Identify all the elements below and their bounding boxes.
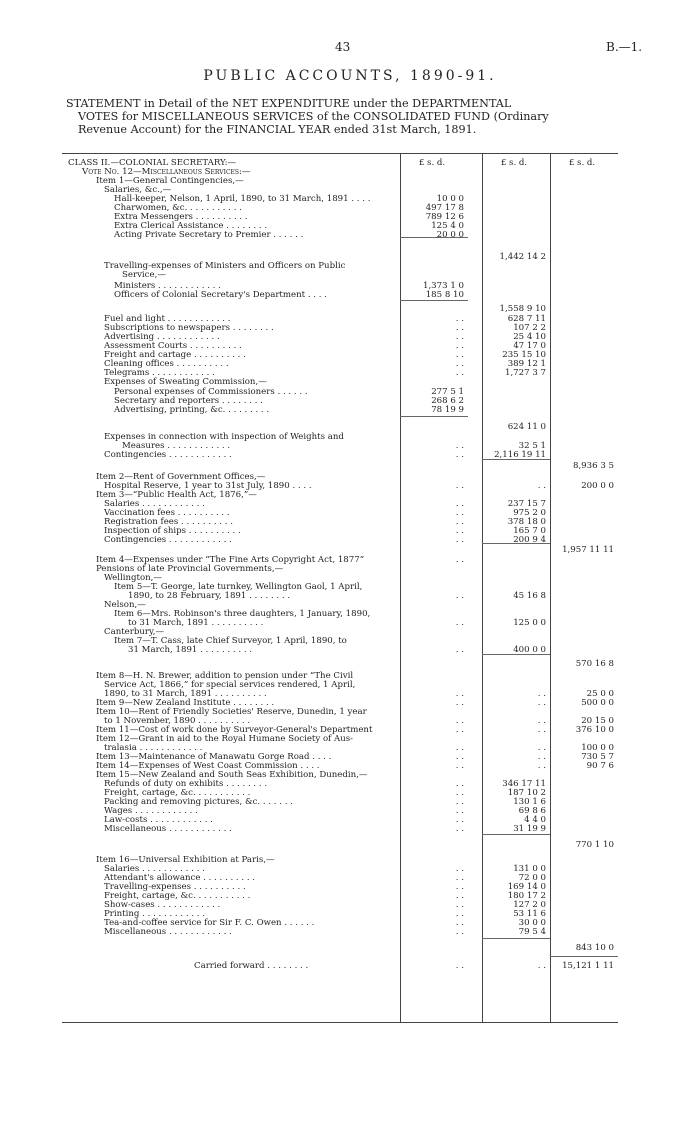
amount-c1: . .	[455, 591, 464, 601]
amount-c2: 200 9 4	[513, 535, 546, 545]
row-label: Ministers . . . . . . . . . . . .	[114, 281, 221, 291]
total-rule	[550, 956, 618, 957]
row-label: Acting Private Secretary to Premier . . . . . .	[114, 230, 304, 240]
row-label: 31 March, 1891 . . . . . . . . . .	[128, 645, 253, 655]
amount-c3: 100 0 0	[581, 743, 614, 753]
row-label: Item 9—New Zealand Institute . . . . . . . .	[96, 698, 275, 708]
amount-c1: . .	[455, 815, 464, 825]
row-label: Inspection of ships . . . . . . . . . .	[104, 526, 241, 536]
amount-c2: 975 2 0	[513, 508, 546, 518]
row-label: Registration fees . . . . . . . . . .	[104, 517, 233, 527]
row-label: CLASS II.—COLONIAL SECRETARY:—	[68, 158, 237, 168]
amount-c2: . .	[537, 481, 546, 491]
amount-c1: . .	[455, 882, 464, 892]
expenditure-table	[62, 153, 618, 1023]
amount-c1: . .	[455, 716, 464, 726]
page-title: PUBLIC ACCOUNTS, 1890-91.	[203, 68, 497, 84]
amount-c1: . .	[455, 961, 464, 971]
amount-c1: . .	[455, 441, 464, 451]
amount-c1: . .	[455, 743, 464, 753]
amount-c2: 4 4 0	[524, 815, 546, 825]
amount-c1: 268 6 2	[431, 396, 464, 406]
amount-c1: . .	[455, 499, 464, 509]
row-label: Hall-keeper, Nelson, 1 April, 1890, to 31 March, 1891 . . . .	[114, 194, 371, 204]
row-label: Law-costs . . . . . . . . . . . .	[104, 815, 213, 825]
amount-c1: . .	[455, 517, 464, 527]
row-label: Cleaning offices . . . . . . . . . .	[104, 359, 229, 369]
amount-c2: 25 4 10	[513, 332, 546, 342]
row-label: Item 7—T. Cass, late Chief Surveyor, 1 April, 1890, to	[114, 636, 347, 646]
amount-c1: . .	[455, 864, 464, 874]
amount-c2: 1,558 9 10	[499, 304, 546, 314]
page-reference: B.—1.	[606, 40, 643, 54]
row-label: Expenses of Sweating Commission,—	[104, 377, 267, 387]
row-label: Wages . . . . . . . . . . . .	[104, 806, 198, 816]
subtotal-rule	[400, 416, 468, 417]
statement-heading	[66, 97, 646, 136]
row-label: Wellington,—	[104, 573, 162, 583]
row-label: Travelling-expenses . . . . . . . . . .	[104, 882, 246, 892]
row-label: Salaries . . . . . . . . . . . .	[104, 499, 205, 509]
amount-c1: . .	[455, 368, 464, 378]
amount-c2: 237 15 7	[507, 499, 546, 509]
row-label: Service Act, 1866,” for special services rendered, 1 April,	[104, 680, 356, 690]
row-label: Contingencies . . . . . . . . . . . .	[104, 450, 232, 460]
row-label: Item 5—T. George, late turnkey, Wellington Gaol, 1 April,	[114, 582, 363, 592]
amount-c2: . .	[537, 698, 546, 708]
amount-c2: 127 2 0	[513, 900, 546, 910]
row-label: Contingencies . . . . . . . . . . . .	[104, 535, 232, 545]
statement-line-3: Revenue Account) for the FINANCIAL YEAR ended 31st March, 1891.	[78, 123, 477, 136]
row-label: Hospital Reserve, 1 year to 31st July, 1890 . . . .	[104, 481, 312, 491]
row-label: Advertising, printing, &c. . . . . . . . .	[114, 405, 270, 415]
amount-c2: 400 0 0	[513, 645, 546, 655]
row-label: Measures . . . . . . . . . . . .	[122, 441, 231, 451]
page-number: 43	[335, 40, 351, 54]
row-label: Pensions of late Provincial Governments,—	[96, 564, 284, 574]
row-label: Service,—	[122, 270, 166, 280]
row-label: Fuel and light . . . . . . . . . . . .	[104, 314, 231, 324]
row-label: Subscriptions to newspapers . . . . . . . .	[104, 323, 274, 333]
amount-c3: 500 0 0	[581, 698, 614, 708]
row-label: Personal expenses of Commissioners . . . . . .	[114, 387, 308, 397]
subtotal-rule	[482, 834, 550, 835]
row-label: Item 15—New Zealand and South Seas Exhibition, Dunedin,—	[96, 770, 368, 780]
amount-c3: 20 15 0	[581, 716, 614, 726]
amount-c2: 1,727 3 7	[504, 368, 546, 378]
amount-c2: 165 7 0	[513, 526, 546, 536]
column-header-1: £ s. d.	[418, 158, 446, 168]
row-label: Assessment Courts . . . . . . . . . .	[104, 341, 242, 351]
row-label: Carried forward . . . . . . . .	[194, 961, 309, 971]
amount-c2: 187 10 2	[507, 788, 546, 798]
amount-c2: 107 2 2	[513, 323, 546, 333]
row-label: Packing and removing pictures, &c. . . . . . .	[104, 797, 293, 807]
row-label: Item 11—Cost of work done by Surveyor-General's Department	[96, 725, 373, 735]
row-label: Extra Messengers . . . . . . . . . .	[114, 212, 248, 222]
amount-c2: 79 5 4	[518, 927, 546, 937]
amount-c1: . .	[455, 788, 464, 798]
amount-c1: . .	[455, 824, 464, 834]
row-label: Freight and cartage . . . . . . . . . .	[104, 350, 246, 360]
row-label: Secretary and reporters . . . . . . . .	[114, 396, 263, 406]
row-label: Miscellaneous . . . . . . . . . . . .	[104, 927, 232, 937]
row-label: 1890, to 31 March, 1891 . . . . . . . . . .	[104, 689, 267, 699]
row-label: Canterbury,—	[104, 627, 165, 637]
amount-c2: . .	[537, 961, 546, 971]
amount-c1: . .	[455, 526, 464, 536]
amount-c1: . .	[455, 891, 464, 901]
row-label: Item 1—General Contingencies,—	[96, 176, 244, 186]
statement-line-1: STATEMENT in Detail of the NET EXPENDITURE under the DEPARTMENTAL	[66, 97, 512, 110]
row-label: Item 2—Rent of Government Offices,—	[96, 472, 266, 482]
amount-c2: 47 17 0	[513, 341, 546, 351]
amount-c3: 770 1 10	[575, 840, 614, 850]
amount-c1: . .	[455, 508, 464, 518]
amount-c1: . .	[455, 332, 464, 342]
amount-c1: . .	[455, 725, 464, 735]
row-label: tralasia . . . . . . . . . . . .	[104, 743, 203, 753]
amount-c1: . .	[455, 779, 464, 789]
row-label: Printing . . . . . . . . . . . .	[104, 909, 205, 919]
amount-c1: . .	[455, 752, 464, 762]
amount-c1: . .	[455, 806, 464, 816]
amount-c3: 1,957 11 11	[562, 545, 614, 555]
row-label: Extra Clerical Assistance . . . . . . . .	[114, 221, 268, 231]
amount-c1: . .	[455, 618, 464, 628]
row-label: Item 13—Maintenance of Manawatu Gorge Road . . . .	[96, 752, 332, 762]
amount-c1: . .	[455, 900, 464, 910]
column-header-3: £ s. d.	[568, 158, 596, 168]
amount-c3: 730 5 7	[581, 752, 614, 762]
amount-c2: . .	[537, 761, 546, 771]
row-label: Attendant's allowance . . . . . . . . . .	[104, 873, 256, 883]
amount-c1: . .	[455, 323, 464, 333]
row-label: Advertising . . . . . . . . . . . .	[104, 332, 220, 342]
amount-c1: 1,373 1 0	[422, 281, 464, 291]
row-label: Item 10—Rent of Friendly Societies' Reserve, Dunedin, 1 year	[96, 707, 367, 717]
amount-c1: 497 17 8	[425, 203, 464, 213]
amount-c1: . .	[455, 873, 464, 883]
amount-c1: 125 4 0	[431, 221, 464, 231]
row-label: Officers of Colonial Secretary's Department . . . .	[114, 290, 327, 300]
row-label: Expenses in connection with inspection of Weights and	[104, 432, 344, 442]
amount-c1: 277 5 1	[431, 387, 464, 397]
subtotal-rule	[482, 938, 550, 939]
amount-c3: 90 7 6	[586, 761, 614, 771]
amount-c1: . .	[455, 359, 464, 369]
row-label: Show-cases . . . . . . . . . . . .	[104, 900, 221, 910]
amount-c1: . .	[455, 645, 464, 655]
amount-c1: . .	[455, 350, 464, 360]
amount-c2: . .	[537, 752, 546, 762]
row-label: to 31 March, 1891 . . . . . . . . . .	[128, 618, 264, 628]
row-label: Item 8—H. N. Brewer, addition to pension under “The Civil	[96, 671, 354, 681]
amount-c2: 389 12 1	[507, 359, 546, 369]
amount-c2: 131 0 0	[513, 864, 546, 874]
row-label: to 1 November, 1890 . . . . . . . . . .	[104, 716, 251, 726]
statement-line-2: VOTES for MISCELLANEOUS SERVICES of the CONSOLIDATED FUND (Ordinary	[78, 110, 549, 123]
amount-c1: . .	[455, 481, 464, 491]
row-label: Item 14—Expenses of West Coast Commission . . . .	[96, 761, 320, 771]
amount-c1: . .	[455, 797, 464, 807]
row-label: Tea-and-coffee service for Sir F. C. Owen . . . . . .	[104, 918, 315, 928]
amount-c2: 378 18 0	[507, 517, 546, 527]
row-label: Salaries, &c.,—	[104, 185, 172, 195]
row-label: Item 6—Mrs. Robinson's three daughters, 1 January, 1890,	[114, 609, 371, 619]
column-header-2: £ s. d.	[500, 158, 528, 168]
amount-c2: 235 15 10	[502, 350, 546, 360]
row-label: Refunds of duty on exhibits . . . . . . . .	[104, 779, 268, 789]
row-label: Salaries . . . . . . . . . . . .	[104, 864, 205, 874]
amount-c2: 2,116 19 11	[494, 450, 546, 460]
amount-c2: 628 7 11	[507, 314, 546, 324]
subtotal-rule	[400, 300, 468, 301]
amount-c1: 20 0 0	[436, 230, 464, 240]
amount-c2: 31 19 9	[513, 824, 546, 834]
amount-c2: 45 16 8	[513, 591, 546, 601]
amount-c1: 789 12 6	[425, 212, 464, 222]
row-label: Telegrams . . . . . . . . . . . .	[104, 368, 215, 378]
row-label: Freight, cartage, &c. . . . . . . . . . .	[104, 891, 251, 901]
row-label: 1890, to 28 February, 1891 . . . . . . . .	[128, 591, 291, 601]
amount-c2: 53 11 6	[513, 909, 546, 919]
amount-c2: 130 1 6	[513, 797, 546, 807]
amount-c2: 346 17 11	[502, 779, 546, 789]
amount-c3: 843 10 0	[575, 943, 614, 953]
amount-c3: 25 0 0	[586, 689, 614, 699]
amount-c1: . .	[455, 314, 464, 324]
row-label: Travelling-expenses of Ministers and Officers on Public	[104, 261, 346, 271]
amount-c1: . .	[455, 535, 464, 545]
amount-c2: 69 8 6	[518, 806, 546, 816]
row-label: Nelson,—	[104, 600, 146, 610]
row-label: Item 12—Grant in aid to the Royal Humane Society of Aus-	[96, 734, 354, 744]
amount-c1: 185 8 10	[425, 290, 464, 300]
amount-c2: 624 11 0	[507, 422, 546, 432]
amount-c1: . .	[455, 698, 464, 708]
amount-c1: . .	[455, 918, 464, 928]
amount-c1: . .	[455, 689, 464, 699]
amount-c2: 125 0 0	[513, 618, 546, 628]
amount-c2: 180 17 2	[507, 891, 546, 901]
amount-c2: 30 0 0	[518, 918, 546, 928]
amount-c3: 15,121 1 11	[562, 961, 614, 971]
row-label: Item 16—Universal Exhibition at Paris,—	[96, 855, 275, 865]
amount-c2: . .	[537, 689, 546, 699]
row-label: Item 4—Expenses under “The Fine Arts Copyright Act, 1877”	[96, 555, 365, 565]
amount-c1: . .	[455, 909, 464, 919]
amount-c1: 78 19 9	[431, 405, 464, 415]
amount-c2: 169 14 0	[507, 882, 546, 892]
amount-c2: 72 0 0	[518, 873, 546, 883]
row-label: Miscellaneous . . . . . . . . . . . .	[104, 824, 232, 834]
amount-c2: . .	[537, 743, 546, 753]
row-label: Charwomen, &c. . . . . . . . . . .	[114, 203, 242, 213]
row-label: Vaccination fees . . . . . . . . . .	[104, 508, 230, 518]
column-divider	[550, 154, 551, 1022]
amount-c1: 10 0 0	[436, 194, 464, 204]
row-label: Item 3—“Public Health Act, 1876,”—	[96, 490, 257, 500]
amount-c1: . .	[455, 450, 464, 460]
amount-c2: 32 5 1	[518, 441, 546, 451]
amount-c3: 570 16 8	[575, 659, 614, 669]
amount-c2: 1,442 14 2	[499, 252, 546, 262]
amount-c2: . .	[537, 716, 546, 726]
amount-c3: 8,936 3 5	[572, 461, 614, 471]
amount-c3: 200 0 0	[581, 481, 614, 491]
amount-c1: . .	[455, 555, 464, 565]
amount-c3: 376 10 0	[575, 725, 614, 735]
amount-c2: . .	[537, 725, 546, 735]
row-label: Vote No. 12—Miscellaneous Services:—	[82, 167, 251, 177]
row-label: Freight, cartage, &c. . . . . . . . . . .	[104, 788, 251, 798]
amount-c1: . .	[455, 761, 464, 771]
amount-c1: . .	[455, 341, 464, 351]
amount-c1: . .	[455, 927, 464, 937]
